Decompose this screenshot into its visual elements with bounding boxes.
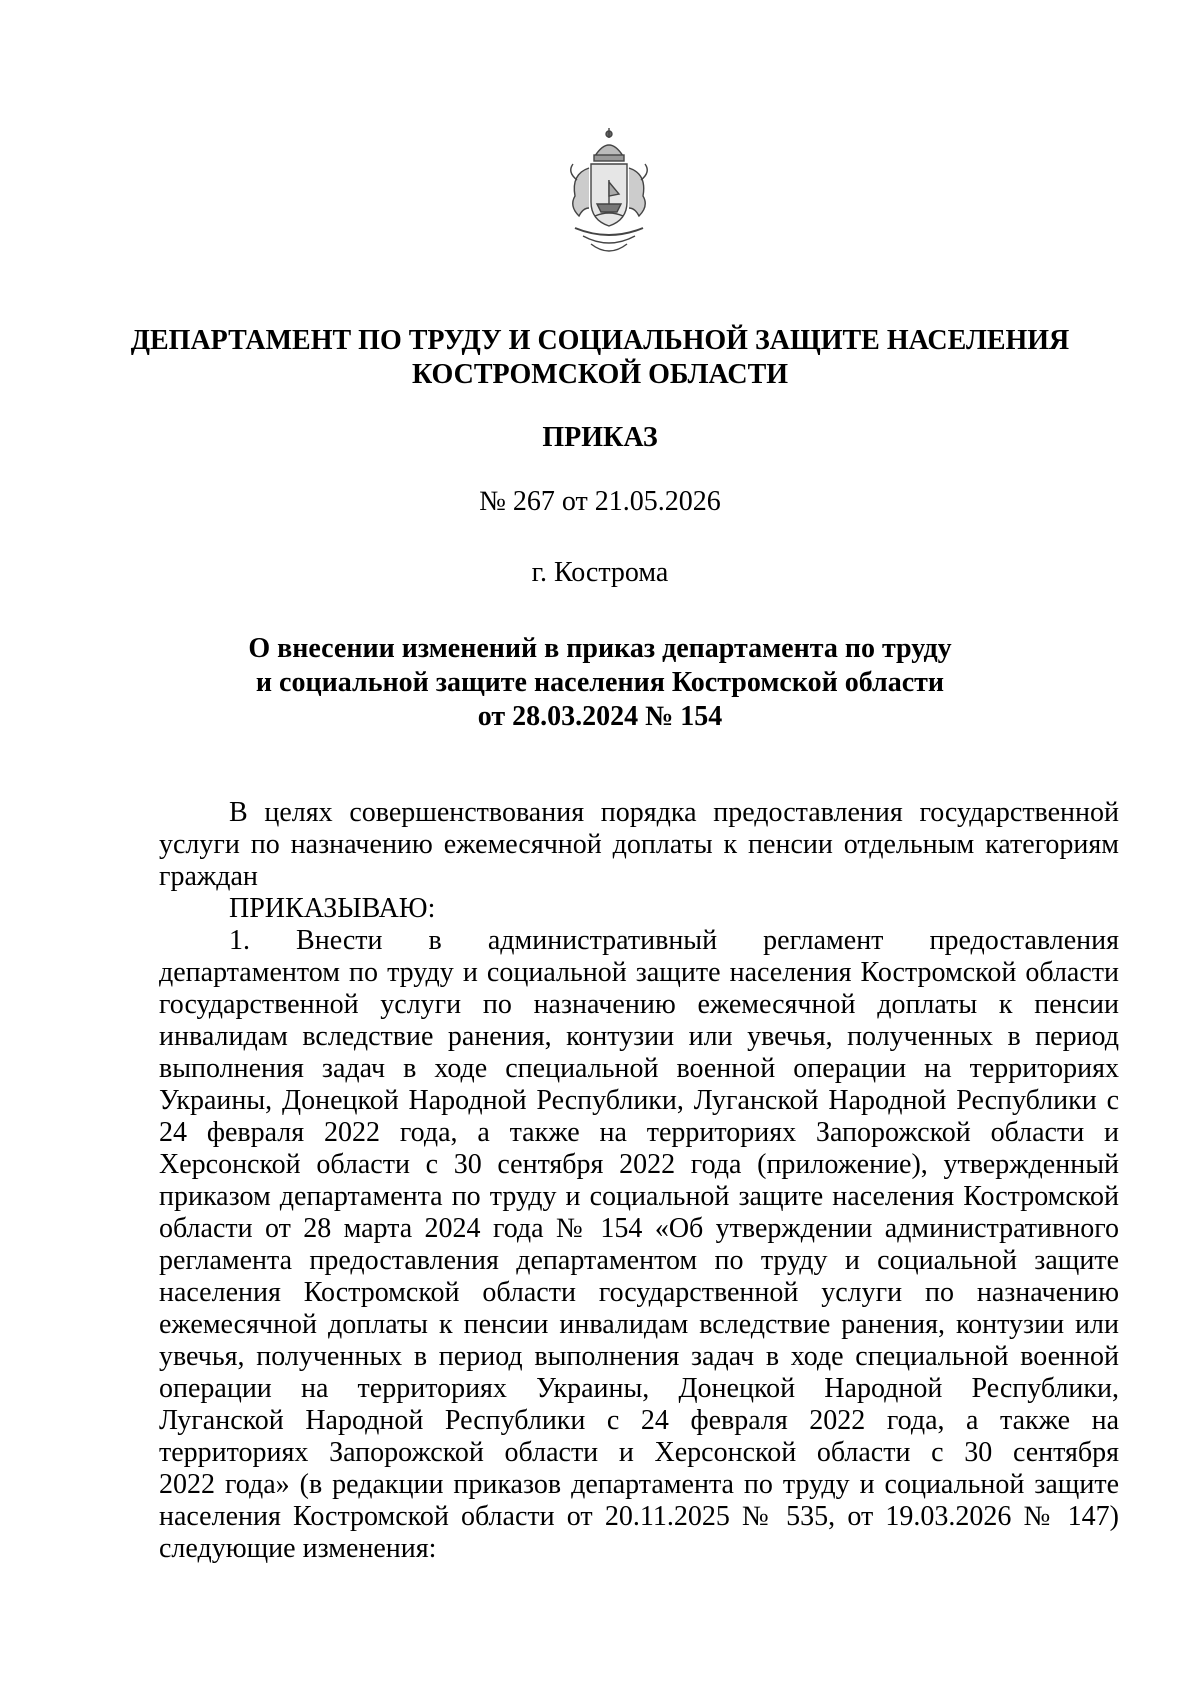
document-type: ПРИКАЗ (542, 422, 658, 453)
order-number-date: № 267 от 21.05.2026 (479, 486, 721, 517)
body-line: населения Костромской области государственной услуги по назначению (159, 1277, 1119, 1308)
order-subject (100, 632, 1100, 734)
body-line: департаментом по труду и социальной защите населения Костромской области (159, 957, 1119, 988)
body-line: операции на территориях Украины, Донецкой Народной Республики, (159, 1373, 1119, 1404)
body-line: Херсонской области с 30 сентября 2022 года (приложение), утвержденный (159, 1149, 1119, 1180)
body-line: инвалидам вследствие ранения, контузии или увечья, полученных в период (159, 1021, 1119, 1052)
body-line: ПРИКАЗЫВАЮ: (229, 893, 436, 924)
body-line: государственной услуги по назначению ежемесячной доплаты к пенсии (159, 989, 1119, 1020)
order-body (159, 797, 1119, 1565)
body-line: Украины, Донецкой Народной Республики, Луганской Народной Республики с (159, 1085, 1119, 1116)
body-line: выполнения задач в ходе специальной военной операции на территориях (159, 1053, 1119, 1084)
body-line: увечья, полученных в период выполнения задач в ходе специальной военной (159, 1341, 1119, 1372)
body-line: области от 28 марта 2024 года № 154 «Об утверждении административного (159, 1213, 1119, 1244)
body-line: территориях Запорожской области и Херсонской области с 30 сентября (159, 1437, 1119, 1468)
body-line: 1. Внести в административный регламент предоставления (229, 925, 1119, 956)
body-line: населения Костромской области от 20.11.2025 № 535, от 19.03.2026 № 147) (159, 1501, 1119, 1532)
subject-line-2: и социальной защите населения Костромской области (255, 667, 945, 698)
subject-line-1: О внесении изменений в приказ департамента по труду (248, 633, 952, 664)
body-line: приказом департамента по труду и социальной защите населения Костромской (159, 1181, 1119, 1212)
body-line: Луганской Народной Республики с 24 февраля 2022 года, а также на (159, 1405, 1119, 1436)
city-name: г. Кострома (531, 557, 669, 588)
body-line: В целях совершенствования порядка предоставления государственной (229, 797, 1119, 828)
department-line-1: ДЕПАРТАМЕНТ ПО ТРУДУ И СОЦИАЛЬНОЙ ЗАЩИТЕ НАСЕЛЕНИЯ (130, 325, 1070, 356)
body-line: услуги по назначению ежемесячной доплаты к пенсии отдельным категориям (159, 829, 1119, 860)
body-line: граждан (159, 861, 258, 892)
body-line: следующие изменения: (159, 1533, 437, 1564)
subject-line-3: от 28.03.2024 № 154 (477, 701, 723, 732)
body-line: регламента предоставления департаментом по труду и социальной защите (159, 1245, 1119, 1276)
body-line: 24 февраля 2022 года, а также на территориях Запорожской области и (159, 1117, 1119, 1148)
department-name (100, 324, 1100, 392)
body-line: ежемесячной доплаты к пенсии инвалидам вследствие ранения, контузии или (159, 1309, 1119, 1340)
coat-of-arms-icon (561, 124, 657, 266)
department-line-2: КОСТРОМСКОЙ ОБЛАСТИ (411, 359, 789, 390)
body-line: 2022 года» (в редакции приказов департамента по труду и социальной защите (159, 1469, 1119, 1500)
